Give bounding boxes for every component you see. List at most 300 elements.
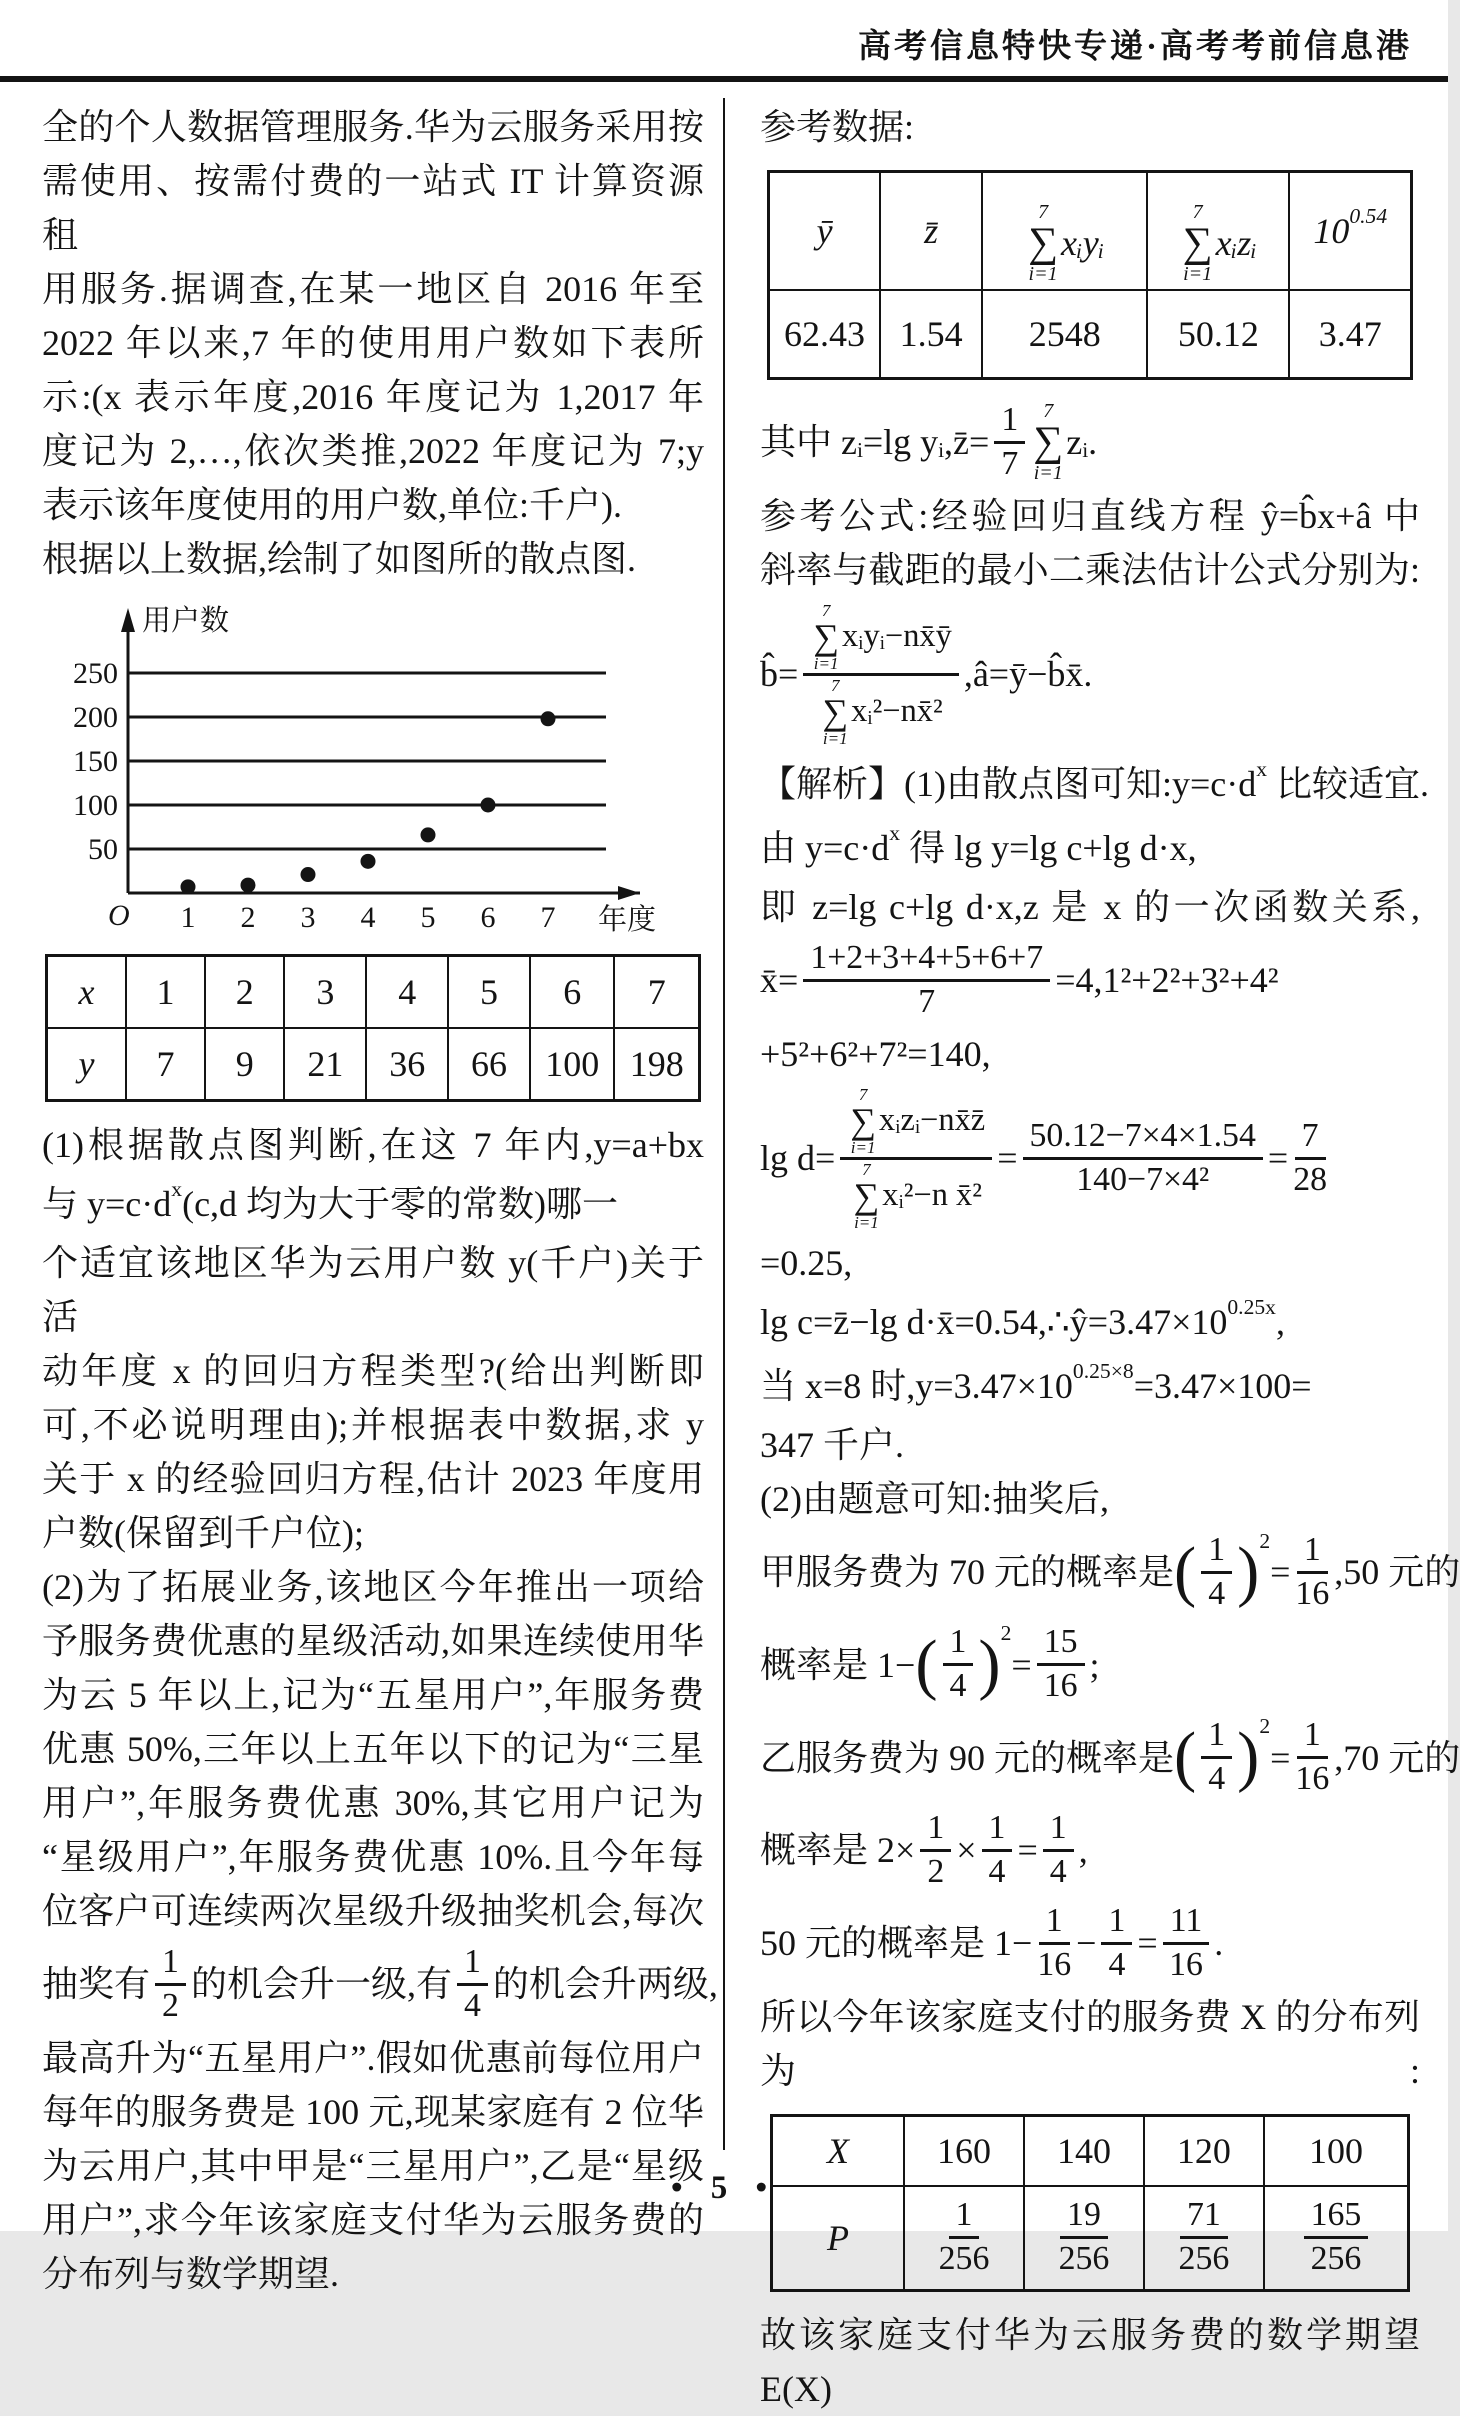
fraction-denominator: 4	[988, 1852, 1006, 1890]
header-math	[924, 204, 938, 258]
math-text: xᵢyᵢ	[1061, 222, 1105, 263]
row-label: P	[772, 2186, 905, 2291]
sigma-icon: ∑	[850, 1100, 876, 1141]
sum-lower-limit: i=1	[1033, 462, 1063, 485]
math-line	[760, 1526, 1460, 1619]
sup-exponent: x	[171, 1177, 183, 1201]
parenthesized-power	[1174, 1528, 1271, 1614]
math-text: ,50 元的	[1334, 1552, 1460, 1593]
fraction-numerator: 71	[1180, 2196, 1228, 2239]
math-text: ȳ	[816, 211, 833, 251]
sup-base: d	[1238, 763, 1257, 804]
summation	[854, 1161, 880, 1231]
fraction-denominator: 140−7×4²	[1076, 1160, 1210, 1198]
math-text: −	[1076, 1923, 1097, 1964]
math-text: 50 元的概率是 1−	[760, 1923, 1033, 1964]
page-number: • 5 •	[670, 2170, 778, 2206]
superscript-term	[1191, 1295, 1276, 1349]
math-text: 当 x=8 时,y=3.47×	[760, 1365, 1037, 1406]
fraction-denominator: 256	[938, 2240, 990, 2278]
solution-lines	[760, 396, 1460, 2098]
fraction	[939, 2196, 990, 2279]
table-cell: 160	[904, 2115, 1024, 2186]
math-line	[760, 1804, 1420, 1897]
big-fraction	[803, 602, 959, 747]
x-tick-label: 4	[360, 901, 376, 934]
sum-upper-limit: 7	[1192, 200, 1203, 223]
origin-label: O	[108, 899, 130, 932]
header-cell	[880, 172, 982, 291]
header-rule	[0, 76, 1448, 82]
data-point	[361, 854, 376, 869]
math-text: b̂=	[760, 654, 799, 695]
text-line: +5²+6²+7²=140,	[760, 1033, 991, 1074]
table-cell: 7	[614, 956, 699, 1029]
table-cell: 62.43	[769, 290, 881, 379]
sup-exponent: 0.25×8	[1072, 1358, 1134, 1383]
table-cell: 66	[448, 1028, 530, 1101]
superscript-term	[1238, 757, 1267, 811]
header-title: 高考信息特快专递·高考考前信息港	[857, 29, 1412, 65]
math-line	[760, 1290, 1420, 1354]
math-text: 的机会升一级,有	[190, 1964, 452, 2005]
fraction-numerator: 1	[1201, 1716, 1232, 1759]
sigma-icon: ∑	[1033, 419, 1064, 466]
summation	[1028, 202, 1058, 284]
power-exponent: 2	[1259, 1528, 1271, 1553]
text-line: 斜率与截距的最小二乘法估计公式分别为:	[760, 549, 1420, 590]
text-line: 用户”,求今年该家庭支付华为云服务费的	[42, 2199, 704, 2240]
text-line: 为云 5 年以上,记为“五星用户”,年服务费	[42, 1675, 704, 1715]
fraction-denominator: 256	[1178, 2240, 1230, 2278]
sup-base: d	[153, 1184, 172, 1224]
math-line	[760, 1897, 1420, 1990]
fraction-denominator: 4	[949, 1667, 967, 1705]
fraction-numerator: 1	[920, 1809, 951, 1852]
fraction-denominator: 4	[1108, 1945, 1126, 1983]
sum-upper-limit: 7	[1043, 400, 1054, 423]
sigma-icon: ∑	[822, 691, 849, 732]
power-exponent: 2	[1259, 1714, 1271, 1739]
text-line: 表示该年度使用的用户数,单位:千户).	[42, 485, 622, 525]
math-text: (c,d 均为大于零的常数)哪一	[182, 1184, 619, 1224]
table-cell: 50.12	[1147, 290, 1289, 379]
math-text: 其中 zᵢ=lg yᵢ,z̄=	[760, 422, 990, 463]
sup-base: d	[871, 827, 890, 868]
paren-content	[938, 1623, 979, 1706]
math-text: =	[997, 1138, 1018, 1179]
row-label: x	[47, 956, 126, 1029]
left-paren-icon: (	[915, 1626, 938, 1702]
fraction-denominator: 7	[1001, 444, 1019, 482]
paren-content	[1196, 1531, 1237, 1614]
fraction	[1304, 2196, 1369, 2279]
text-line: 347 千户.	[760, 1424, 905, 1465]
math-text: xᵢyᵢ−nx̄ȳ	[841, 618, 952, 655]
parenthesized-power	[915, 1623, 1011, 1706]
math-text: lg c=z̄−lg d·x̄=0.54,∴ŷ=3.47×	[760, 1301, 1192, 1342]
sum-lower-limit: i=1	[850, 1137, 876, 1157]
right-paren-icon: )	[1237, 1533, 1260, 1609]
y-tick-label: 100	[73, 789, 118, 822]
table-cell: 100	[530, 1028, 614, 1101]
text-line: 予服务费优惠的星级活动,如果连续使用华	[42, 1621, 704, 1661]
math-line	[42, 1938, 718, 2031]
text-line: 最高升为“五星用户”.假如优惠前每位用户	[42, 2037, 704, 2078]
sum-upper-limit: 7	[821, 600, 831, 620]
fraction	[943, 1623, 974, 1706]
fraction-denominator: 16	[1295, 1760, 1330, 1798]
fraction	[1295, 1531, 1329, 1614]
text-line: 每年的服务费是 100 元,现某家庭有 2 位华	[42, 2091, 704, 2132]
data-point	[301, 867, 316, 882]
sigma-icon: ∑	[1028, 219, 1059, 266]
text-line: =0.25,	[760, 1242, 853, 1283]
x-tick-label: 3	[300, 901, 316, 934]
text-line: (2)为了拓展业务,该地区今年推出一项给	[42, 1567, 704, 1607]
x-axis-title: 年度	[598, 904, 657, 936]
text-line: 为云用户,其中甲是“三星用户”,乙是“星级	[42, 2145, 704, 2186]
summation	[1183, 202, 1213, 284]
row-label: X	[772, 2115, 905, 2186]
fraction-denominator: 16	[1295, 1574, 1330, 1612]
table-cell: 1.54	[880, 290, 982, 379]
left-paren-icon: (	[1174, 1533, 1197, 1609]
fraction	[994, 401, 1025, 484]
table-cell: 3.47	[1289, 290, 1411, 379]
math-text: zᵢ.	[1066, 422, 1098, 463]
math-text: 抽奖有	[42, 1964, 151, 2005]
sup-exponent: 0.54	[1349, 204, 1388, 228]
math-text: 【解析】(1)由散点图可知:y=c·	[760, 763, 1239, 804]
fraction	[1179, 2196, 1230, 2279]
x-tick-label: 2	[240, 901, 256, 934]
fraction-denominator: 4	[1208, 1574, 1226, 1612]
summation	[822, 677, 848, 747]
fraction-denominator: 16	[1037, 1945, 1072, 1983]
x-axis-arrow-icon	[618, 886, 640, 900]
math-text: ,70 元的	[1334, 1737, 1460, 1778]
text-line: (2)由题意可知:抽奖后,	[760, 1478, 1109, 1519]
paren-content	[1196, 1716, 1237, 1799]
text-line: 位客户可连续两次星级升级抽奖机会,每次	[42, 1891, 704, 1931]
header-cell	[982, 172, 1147, 291]
math-text: 概率是 1−	[760, 1644, 916, 1685]
math-text: =	[1011, 1644, 1032, 1685]
fraction	[803, 939, 1050, 1022]
math-text: .	[1214, 1923, 1224, 1964]
sup-exponent: x	[1256, 756, 1268, 781]
table-cell: 2548	[982, 290, 1147, 379]
math-text: ;	[1089, 1644, 1100, 1685]
fraction	[1201, 1716, 1232, 1799]
fraction	[1043, 1809, 1074, 1892]
header-cell	[1289, 172, 1411, 291]
fraction-numerator: 1+2+3+4+5+6+7	[803, 939, 1050, 982]
fraction-denominator: 7	[918, 982, 936, 1020]
text-line: 用服务.据调查,在某一地区自 2016 年至	[42, 269, 704, 309]
math-text: 乙服务费为 90 元的概率是	[760, 1737, 1175, 1778]
sup-base: 10	[1191, 1301, 1228, 1342]
x-tick-label: 6	[480, 901, 496, 934]
fraction	[155, 1943, 186, 2026]
data-point	[541, 711, 556, 726]
math-text: =	[1267, 1138, 1289, 1179]
summation	[850, 1086, 876, 1156]
page-footer	[0, 2170, 1448, 2207]
fraction	[1037, 1902, 1071, 1985]
table-cell: 21	[284, 1028, 366, 1101]
sum-lower-limit: i=1	[813, 653, 839, 673]
table-cell: 36	[366, 1028, 448, 1101]
math-text: x̄=	[760, 960, 799, 1001]
y-tick-label: 200	[73, 701, 118, 734]
math-text: =	[1270, 1737, 1291, 1778]
data-point	[481, 798, 496, 813]
column-divider	[723, 98, 725, 2150]
table-cell: 9	[205, 1028, 284, 1101]
header-math	[1025, 202, 1104, 284]
fraction-numerator: 1	[1201, 1531, 1232, 1574]
sum-upper-limit: 7	[831, 675, 840, 695]
math-line	[760, 934, 1420, 1027]
reference-data-table	[767, 170, 1413, 380]
right-paren-icon: )	[1237, 1719, 1260, 1795]
math-line	[760, 597, 1420, 752]
parenthesized-power	[1174, 1716, 1270, 1799]
superscript-term	[1037, 1359, 1134, 1413]
math-text: ,	[1078, 1830, 1088, 1871]
fraction-numerator: 1	[155, 1943, 186, 1986]
x-tick-label: 1	[180, 901, 196, 934]
text-line: 可,不必说明理由);并根据表中数据,求 y	[42, 1405, 704, 1445]
sup-base: 10	[1036, 1365, 1073, 1406]
fraction-numerator: 1	[1297, 1531, 1328, 1574]
scatter-chart	[58, 598, 678, 938]
table-cell: 4	[366, 956, 448, 1029]
text-line: 优惠 50%,三年以上五年以下的记为“三星	[42, 1729, 704, 1769]
sum-upper-limit: 7	[1038, 200, 1049, 223]
math-text: xᵢzᵢ	[1215, 222, 1258, 263]
table-cell: 6	[530, 956, 614, 1029]
fraction-denominator	[851, 1160, 982, 1231]
big-fraction	[840, 1086, 992, 1231]
table-header-row	[769, 172, 1412, 291]
fraction-numerator: 1	[1297, 1716, 1328, 1759]
fraction	[1295, 1716, 1329, 1799]
math-text: 与 y=c·	[42, 1184, 154, 1224]
fraction-numerator: 1	[1039, 1902, 1070, 1945]
sum-lower-limit: i=1	[1028, 262, 1058, 285]
summation	[813, 602, 839, 672]
math-line	[760, 1618, 1420, 1711]
fraction-denominator: 4	[1049, 1852, 1067, 1890]
math-text: 概率是 2×	[760, 1830, 916, 1871]
header-math	[817, 204, 833, 258]
table-row	[769, 290, 1412, 379]
text-line: 分布列与数学期望.	[42, 2253, 340, 2294]
math-line	[760, 1354, 1420, 1418]
fraction-denominator: 16	[1043, 1667, 1078, 1705]
header-math	[1180, 202, 1257, 284]
fraction	[1163, 1902, 1210, 1985]
left-column	[42, 100, 718, 2301]
table-cell: 2	[205, 956, 284, 1029]
right-column	[760, 100, 1460, 2416]
math-text: 由 y=c·	[760, 827, 872, 868]
table-cell: 7	[126, 1028, 205, 1101]
xy-data-table	[45, 954, 701, 1102]
fraction	[1023, 1117, 1263, 1200]
fraction-denominator: 28	[1293, 1160, 1328, 1198]
y-tick-label: 250	[73, 657, 118, 690]
header-math	[1313, 204, 1387, 258]
intro-paragraph	[42, 100, 704, 586]
row-label: y	[47, 1028, 126, 1101]
text-line: 户数(保留到千户位);	[42, 1513, 364, 1553]
math-text: ×	[956, 1830, 977, 1871]
y-axis-arrow-icon	[121, 608, 135, 632]
fraction-denominator: 2	[927, 1852, 945, 1890]
text-line: 参考公式:经验回归直线方程 ŷ=b̂x+â 中	[760, 495, 1420, 536]
fraction-numerator: 1	[949, 2196, 980, 2239]
sigma-icon: ∑	[813, 616, 839, 657]
table-cell: 100	[1264, 2115, 1409, 2186]
fraction-numerator: 7	[1295, 1117, 1326, 1160]
y-tick-label: 150	[73, 745, 118, 778]
fraction-denominator: 4	[1208, 1760, 1226, 1798]
superscript-term	[153, 1177, 182, 1231]
text-line: 需使用、按需付费的一站式 IT 计算资源租	[42, 161, 704, 255]
fraction	[457, 1943, 488, 2026]
sum-upper-limit: 7	[858, 1084, 868, 1104]
sup-exponent: 0.25x	[1227, 1294, 1276, 1319]
fraction	[1201, 1531, 1232, 1614]
fraction	[982, 1809, 1013, 1892]
fraction-numerator: 1	[994, 401, 1025, 444]
x-tick-label: 5	[420, 901, 436, 934]
fraction-numerator: 11	[1163, 1902, 1210, 1945]
table-cell: 120	[1144, 2115, 1264, 2186]
summation	[1033, 401, 1063, 483]
fraction-numerator: 1	[943, 1623, 974, 1666]
fraction-numerator: 1	[982, 1809, 1013, 1852]
math-line	[760, 752, 1430, 816]
sigma-icon: ∑	[853, 1175, 880, 1216]
fraction-numerator: 50.12−7×4×1.54	[1023, 1117, 1263, 1160]
text-line: 个适宜该地区华为云用户数 y(千户)关于活	[42, 1243, 704, 1337]
data-point	[181, 879, 196, 894]
fraction-denominator	[819, 676, 942, 747]
math-text: =4,1²+2²+3²+4²	[1055, 960, 1279, 1001]
fraction-numerator: 1	[1101, 1902, 1132, 1945]
text-line: 关于 x 的经验回归方程,估计 2023 年度用	[42, 1459, 704, 1499]
superscript-term	[1313, 204, 1387, 258]
text-line: 2022 年以来,7 年的使用用户数如下表所	[42, 323, 704, 363]
fraction-denominator: 2	[162, 1986, 179, 2024]
fraction-numerator: 1	[1043, 1809, 1074, 1852]
fraction-numerator: 165	[1304, 2196, 1369, 2239]
right-paren-icon: )	[978, 1626, 1001, 1702]
text-line: “星级用户”,年服务费优惠 10%.且今年每	[42, 1837, 704, 1877]
fraction-denominator: 256	[1058, 2240, 1110, 2278]
table-row	[47, 956, 700, 1029]
table-row	[47, 1028, 700, 1101]
expectation-line	[760, 2308, 1420, 2416]
ref-data-label: 参考数据:	[760, 107, 915, 147]
math-text: ,	[1275, 1301, 1285, 1342]
text-line: 根据以上数据,绘制了如图所的散点图.	[42, 539, 637, 579]
math-text: 得 lg y=lg c+lg d·x,	[900, 827, 1197, 868]
math-line	[42, 1172, 704, 1236]
math-text: xᵢzᵢ−nx̄z̄	[878, 1101, 986, 1138]
data-point	[421, 827, 436, 842]
sum-lower-limit: i=1	[854, 1212, 879, 1232]
power-exponent: 2	[1000, 1621, 1012, 1646]
math-line	[760, 816, 1420, 880]
text-line: 示:(x 表示年度,2016 年度记为 1,2017 年	[42, 377, 704, 417]
fraction	[1101, 1902, 1132, 1985]
math-text: 比较适宜.	[1267, 763, 1430, 804]
page-header	[858, 20, 1412, 67]
fraction-denominator: 4	[463, 1986, 481, 2024]
math-text: lg d=	[760, 1138, 836, 1179]
fraction-denominator: 16	[1169, 1945, 1203, 1983]
math-text: =	[1270, 1552, 1291, 1593]
fraction-numerator	[840, 1086, 992, 1160]
question-1	[42, 1118, 704, 1560]
fraction-numerator: 1	[457, 1943, 488, 1986]
sum-lower-limit: i=1	[1183, 262, 1213, 285]
fraction	[920, 1809, 951, 1892]
math-text: xᵢ²−nx̄²	[851, 693, 943, 730]
table-cell: 1	[126, 956, 205, 1029]
math-text: xᵢ²−n x̄²	[882, 1176, 982, 1213]
text-line: 度记为 2,…,依次类推,2022 年度记为 7;y	[42, 431, 704, 471]
table-cell: 5	[448, 956, 530, 1029]
math-text: =3.47×100=	[1133, 1365, 1312, 1406]
math-line	[760, 1711, 1460, 1804]
text-line: 所以今年该家庭支付的服务费 X 的分布列为:	[760, 1996, 1420, 2091]
data-point	[241, 878, 256, 893]
sup-base: 10	[1313, 211, 1350, 251]
fraction	[1059, 2196, 1110, 2279]
table-cell: 198	[614, 1028, 699, 1101]
fraction-numerator: 19	[1060, 2196, 1108, 2239]
text-line: 动年度 x 的回归方程类型?(给出判断即	[42, 1351, 704, 1391]
sigma-icon: ∑	[1182, 219, 1213, 266]
left-paren-icon: (	[1174, 1719, 1197, 1795]
text-line: 用户”,年服务费优惠 30%,其它用户记为	[42, 1783, 704, 1823]
sup-exponent: x	[889, 820, 901, 845]
y-axis-title: 用户数	[142, 605, 230, 637]
math-line	[760, 1081, 1420, 1236]
text-line: (1)根据散点图判断,在这 7 年内,y=a+bx	[42, 1125, 704, 1165]
y-tick-label: 50	[88, 833, 118, 866]
header-cell	[1147, 172, 1289, 291]
math-text: 甲服务费为 70 元的概率是	[760, 1552, 1175, 1593]
math-text: =	[1137, 1923, 1158, 1964]
text-line: 即 z=lg c+lg d·x,z 是 x 的一次函数关系,	[760, 886, 1420, 927]
math-text: 的机会升两级,	[492, 1964, 718, 2005]
x-tick-label: 7	[540, 901, 556, 934]
fraction-numerator	[803, 602, 959, 676]
math-line	[760, 396, 1420, 489]
header-cell	[769, 172, 881, 291]
math-text: z̄	[924, 211, 939, 251]
math-text: ,â=ȳ−b̂x̄.	[963, 654, 1093, 695]
table-cell: 3	[284, 956, 366, 1029]
